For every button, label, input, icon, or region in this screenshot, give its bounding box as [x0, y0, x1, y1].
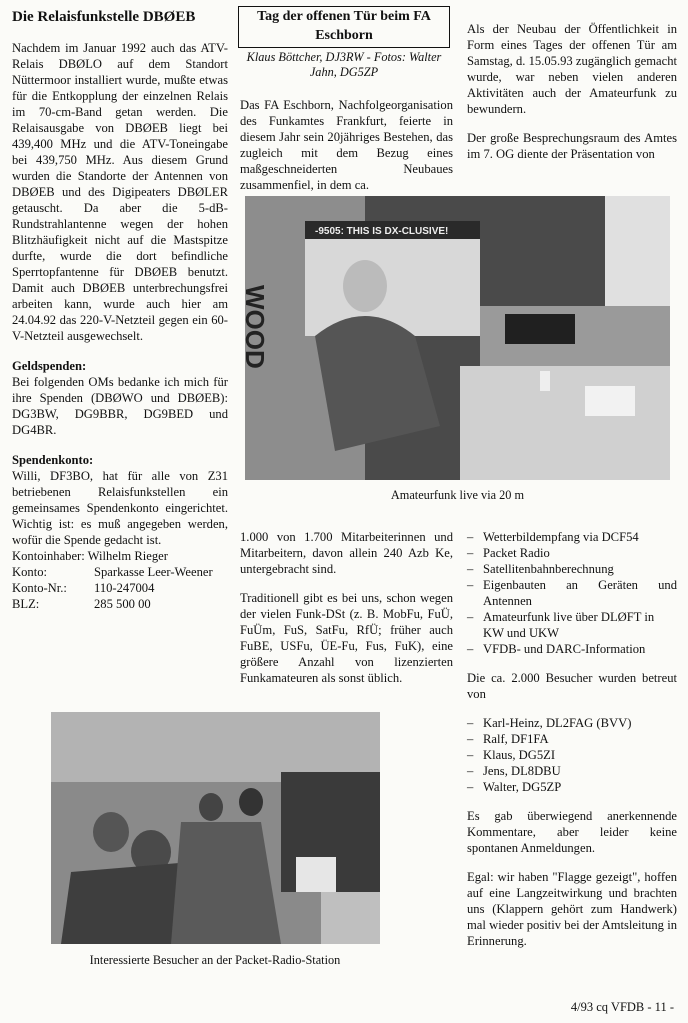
kontonr-value: 110-247004 — [94, 581, 155, 595]
photo2-caption: Interessierte Besucher an der Packet-Radio-Station — [89, 953, 341, 967]
list-item: – Walter, DG5ZP — [467, 779, 677, 795]
photo1-wood: WOOD — [240, 285, 270, 369]
relais-heading: Die Relaisfunkstelle DBØEB — [12, 9, 196, 25]
list-item: – Amateurfunk live über DLØFT in KW und UKW — [467, 609, 677, 641]
article-middle-column — [240, 529, 453, 686]
kontonr-label: Konto-Nr.: — [12, 581, 67, 595]
list-item: – Eigenbauten an Geräten und Antennen — [467, 577, 677, 609]
article-title: Tag der offenen Tür beim FA Eschborn — [257, 9, 431, 43]
article-para-tradition: Traditionell gibt es bei uns, schon wegen der vielen Funk-DSt (z. B. MobFu, FuÜ, FuÜm, FuS, SatFu, RfÜ; früher auch FuBE, USFu, ÜE-Fu, Fus, FuK), eine größere Anzahl von lizenzierten Funkamateuren als sonst üblich. — [240, 591, 453, 685]
list-item: – Ralf, DF1FA — [467, 731, 677, 747]
geldspenden-text: Bei folgenden OMs bedanke ich mich für ihre Spenden (DBØWO und DBØEB): DG3BW, DG9BBR, DG9BED und DG4BR. — [12, 375, 228, 437]
list-item: – Packet Radio — [467, 545, 677, 561]
photo1-illustration — [240, 196, 670, 480]
article-byline: Klaus Böttcher, DJ3RW - Fotos: Walter Jahn, DG5ZP — [246, 50, 442, 79]
list-item: – Jens, DL8DBU — [467, 763, 677, 779]
list-item: – VFDB- und DARC-Information — [467, 641, 677, 657]
spendenkonto-text: Willi, DF3BO, hat für alle von Z31 betriebenen Relaisfunkstellen ein gemeinsames Spendenkonto eingerichtet. Wichtig ist: es muß angegeben werden, wofür die Spende gedacht ist. — [12, 469, 228, 547]
list-item: – Klaus, DG5ZI — [467, 747, 677, 763]
article-intro-block — [240, 97, 453, 193]
article-para-mitarbeiter: 1.000 von 1.700 Mitarbeiterinnen und Mitarbeitern, davon allein 240 Azb Ke, untergebracht sind. — [240, 530, 453, 576]
spendenkonto-heading: Spendenkonto: — [12, 453, 94, 467]
kontoinhaber: Kontoinhaber: Wilhelm Rieger — [12, 549, 168, 563]
right-para-kommentare: Es gab überwiegend anerkennende Kommentare, aber leider keine spontanen Anmeldungen. — [467, 809, 677, 855]
relais-paragraph: Nachdem im Januar 1992 auch das ATV-Relais DBØLO auf dem Standort Nüttermoor installiert wurde, mußte etwas für die Entkopplung der einzelnen Relais im 70-cm-Band getan werden. Die Relaisausgabe von DBØEB liegt bei 439,400 MHz und die ATV-Toneingabe bei 439,750 MHz. Aus diesem Grund wurden die Standorte der Antennen von DBØEB und des Digipeaters DBØLER getauscht. Da aber die 5-dB-Rundstrahlantenne wegen der hohen Blitzhäufigkeit nicht auf die Mastspitze durfte, wurde die dort befindliche Sperrtopfantenne für DBØEB benutzt. Damit auch DBØEB unterbrechungsfrei arbeiten kann, wurde auch hier am 24.04.92 das 220-V-Netzteil gegen ein 60-V-Netzteil ausgewechselt. — [12, 41, 228, 343]
betreuer-list — [467, 715, 677, 795]
right-para-flagge: Egal: wir haben "Flagge gezeigt", hoffen auf eine Langzeitwirkung und brachten uns (Klappern gehört zum Handwerk) mal wieder positiv bei der Amtsleitung in Erinnerung. — [467, 870, 677, 948]
photo1-caption: Amateurfunk live via 20 m — [390, 488, 525, 502]
list-item: – Karl-Heinz, DL2FAG (BVV) — [467, 715, 677, 731]
list-item: – Satellitenbahnberechnung — [467, 561, 677, 577]
photo-packet-radio — [51, 712, 380, 944]
photo-amateurfunk-live — [240, 196, 670, 480]
presentation-list — [467, 529, 677, 657]
article-title-box — [238, 6, 450, 48]
left-column — [12, 40, 228, 612]
photo1-banner: -9505: THIS IS DX-CLUSIVE! — [315, 226, 449, 237]
page-footer: 4/93 cq VFDB - 11 - — [570, 1000, 674, 1014]
right-column-lower — [467, 529, 677, 949]
right-para-besucher: Die ca. 2.000 Besucher wurden betreut von — [467, 671, 677, 701]
blz-value: 285 500 00 — [94, 597, 151, 611]
konto-value: Sparkasse Leer-Weener — [94, 565, 213, 579]
list-item: – Wetterbildempfang via DCF54 — [467, 529, 677, 545]
photo2-illustration — [51, 712, 380, 944]
konto-label: Konto: — [12, 565, 47, 579]
right-para-neubau: Als der Neubau der Öffentlichkeit in Form eines Tages der offenen Tür am Samstag, d. 15.05.93 zugänglich gemacht wurde, war neben vielen anderen Aktivitäten auch der Amateurfunk zu bewundern. — [467, 22, 677, 116]
blz-label: BLZ: — [12, 597, 40, 611]
right-column — [467, 21, 677, 162]
konto-table — [12, 564, 213, 612]
article-intro: Das FA Eschborn, Nachfolgeorganisation des Funkamtes Frankfurt, feierte in diesem Jahr sein 20jähriges Bestehen, das zugleich mit dem Bezug eines maßgeschneiderten Neubaues zusammenfiel, in dem ca. — [240, 98, 453, 192]
right-para-besprechung: Der große Besprechungsraum des Amtes im 7. OG diente der Präsentation von — [467, 131, 677, 161]
geldspenden-heading: Geldspenden: — [12, 359, 87, 373]
